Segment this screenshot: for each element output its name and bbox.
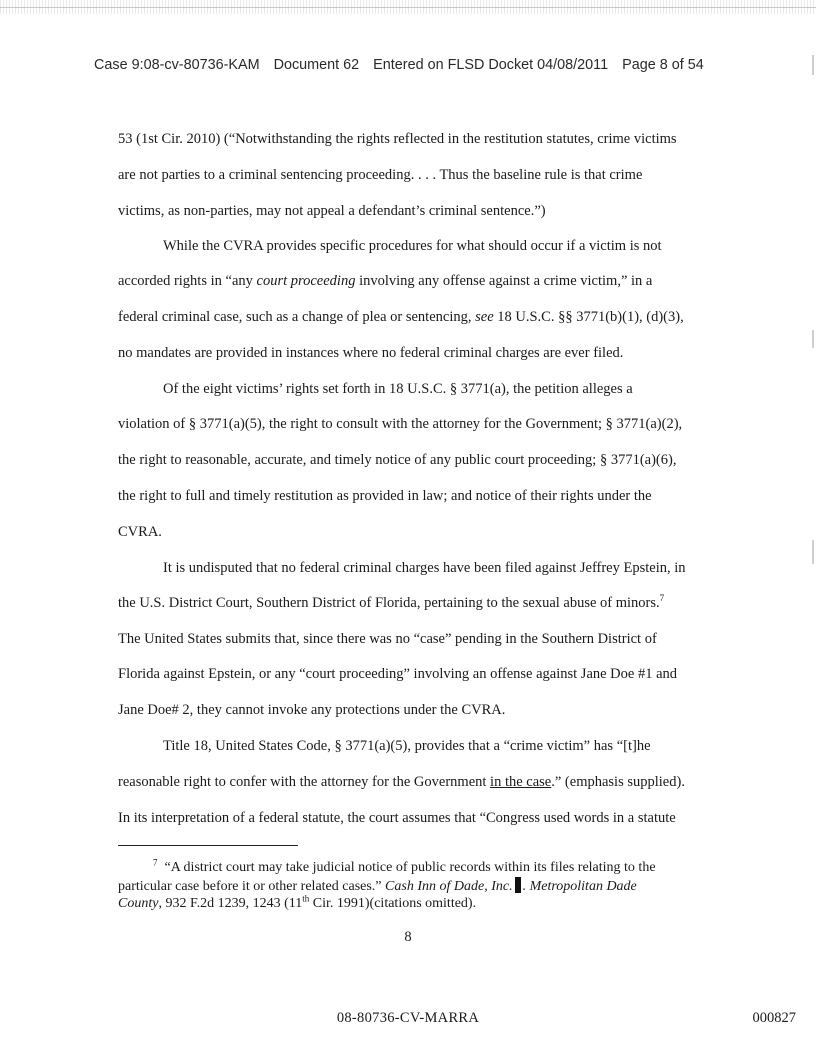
text-run: federal criminal case, such as a change of plea or sentencing,: [118, 309, 476, 325]
scan-edge-mark: [812, 55, 814, 75]
document-number: Document 62: [273, 57, 360, 73]
footnote-mark: 7: [153, 857, 158, 868]
body-line: [118, 773, 685, 791]
text-run: , 932 F.2d 1239, 1243 (11: [158, 896, 303, 911]
body-line: no mandates are provided in instances where no federal criminal charges are ever filed.: [118, 345, 624, 361]
body-line: 53 (1st Cir. 2010) (“Notwithstanding the rights reflected in the restitution statutes, crime victims: [118, 131, 677, 147]
italic-signal: see: [475, 309, 494, 325]
case-name: . Metropolitan Dade: [522, 879, 637, 894]
page-of-total: Page 8 of 54: [622, 57, 704, 73]
body-line: [118, 308, 684, 326]
case-name: Cash Inn of Dade, Inc.: [385, 879, 513, 894]
redaction-mark: [515, 877, 521, 893]
case-number: Case 9:08-cv-80736-KAM: [94, 57, 260, 73]
body-line: The United States submits that, since there was no “case” pending in the Southern District of: [118, 631, 657, 647]
footnote-separator: [118, 845, 298, 846]
body-line: Of the eight victims’ rights set forth in 18 U.S.C. § 3771(a), the petition alleges a: [163, 381, 633, 397]
underlined-phrase: in the case: [490, 774, 552, 790]
body-line: victims, as non-parties, may not appeal a defendant’s criminal sentence.”): [118, 203, 546, 219]
footnote-line: [118, 877, 718, 895]
text-run: 18 U.S.C. §§ 3771(b)(1), (d)(3),: [493, 309, 684, 325]
body-line: In its interpretation of a federal statute, the court assumes that “Congress used words in a statute: [118, 810, 676, 826]
text-run: Cir. 1991)(citations omitted).: [309, 896, 477, 911]
ordinal-suffix: th: [302, 893, 310, 904]
scan-edge-mark: [812, 540, 814, 564]
text-run: accorded rights in “any: [118, 273, 257, 289]
docket-entry: Entered on FLSD Docket 04/08/2011: [373, 57, 609, 73]
docket-header: [94, 57, 794, 73]
body-line: are not parties to a criminal sentencing proceeding. . . . Thus the baseline rule is that crime: [118, 167, 643, 183]
bates-number: 000827: [752, 1010, 796, 1026]
footnote-line: [118, 859, 718, 876]
body-line: Jane Doe# 2, they cannot invoke any protections under the CVRA.: [118, 702, 506, 718]
scan-edge-mark: [812, 330, 814, 348]
page-number: 8: [404, 929, 412, 945]
body-line: While the CVRA provides specific procedures for what should occur if a victim is not: [163, 238, 662, 254]
bates-case-label: 08-80736-CV-MARRA: [336, 1010, 480, 1026]
text-run: “A district court may take judicial notice of public records within its files relating to the: [164, 860, 656, 875]
body-line: [118, 272, 652, 290]
body-line: Florida against Epstein, or any “court proceeding” involving an offense against Jane Doe #1 and: [118, 666, 678, 682]
footnote-reference: 7: [659, 593, 665, 604]
body-line: [118, 594, 664, 612]
text-run: involving any offense against a crime victim,” in a: [355, 273, 653, 289]
text-run: the U.S. District Court, Southern District of Florida, pertaining to the sexual abuse of minors.: [118, 595, 660, 611]
case-name: County: [118, 896, 159, 911]
body-line: the right to reasonable, accurate, and timely notice of any public court proceeding; § 3771(a)(6),: [118, 452, 677, 468]
text-run: reasonable right to confer with the attorney for the Government: [118, 774, 491, 790]
text-run: .” (emphasis supplied).: [551, 774, 685, 790]
italic-term: court proceeding: [256, 273, 356, 289]
body-line: the right to full and timely restitution as provided in law; and notice of their rights under the: [118, 488, 652, 504]
body-line: It is undisputed that no federal criminal charges have been filed against Jeffrey Epstein, in: [163, 560, 686, 576]
body-line: Title 18, United States Code, § 3771(a)(5), provides that a “crime victim” has “[t]he: [163, 738, 651, 754]
text-run: particular case before it or other related cases.”: [118, 879, 386, 894]
footnote-line: [118, 895, 718, 912]
body-line: violation of § 3771(a)(5), the right to consult with the attorney for the Government; § 3771(a)(2),: [118, 416, 683, 432]
scan-artifact-line: [0, 7, 816, 8]
body-line: CVRA.: [118, 524, 162, 540]
